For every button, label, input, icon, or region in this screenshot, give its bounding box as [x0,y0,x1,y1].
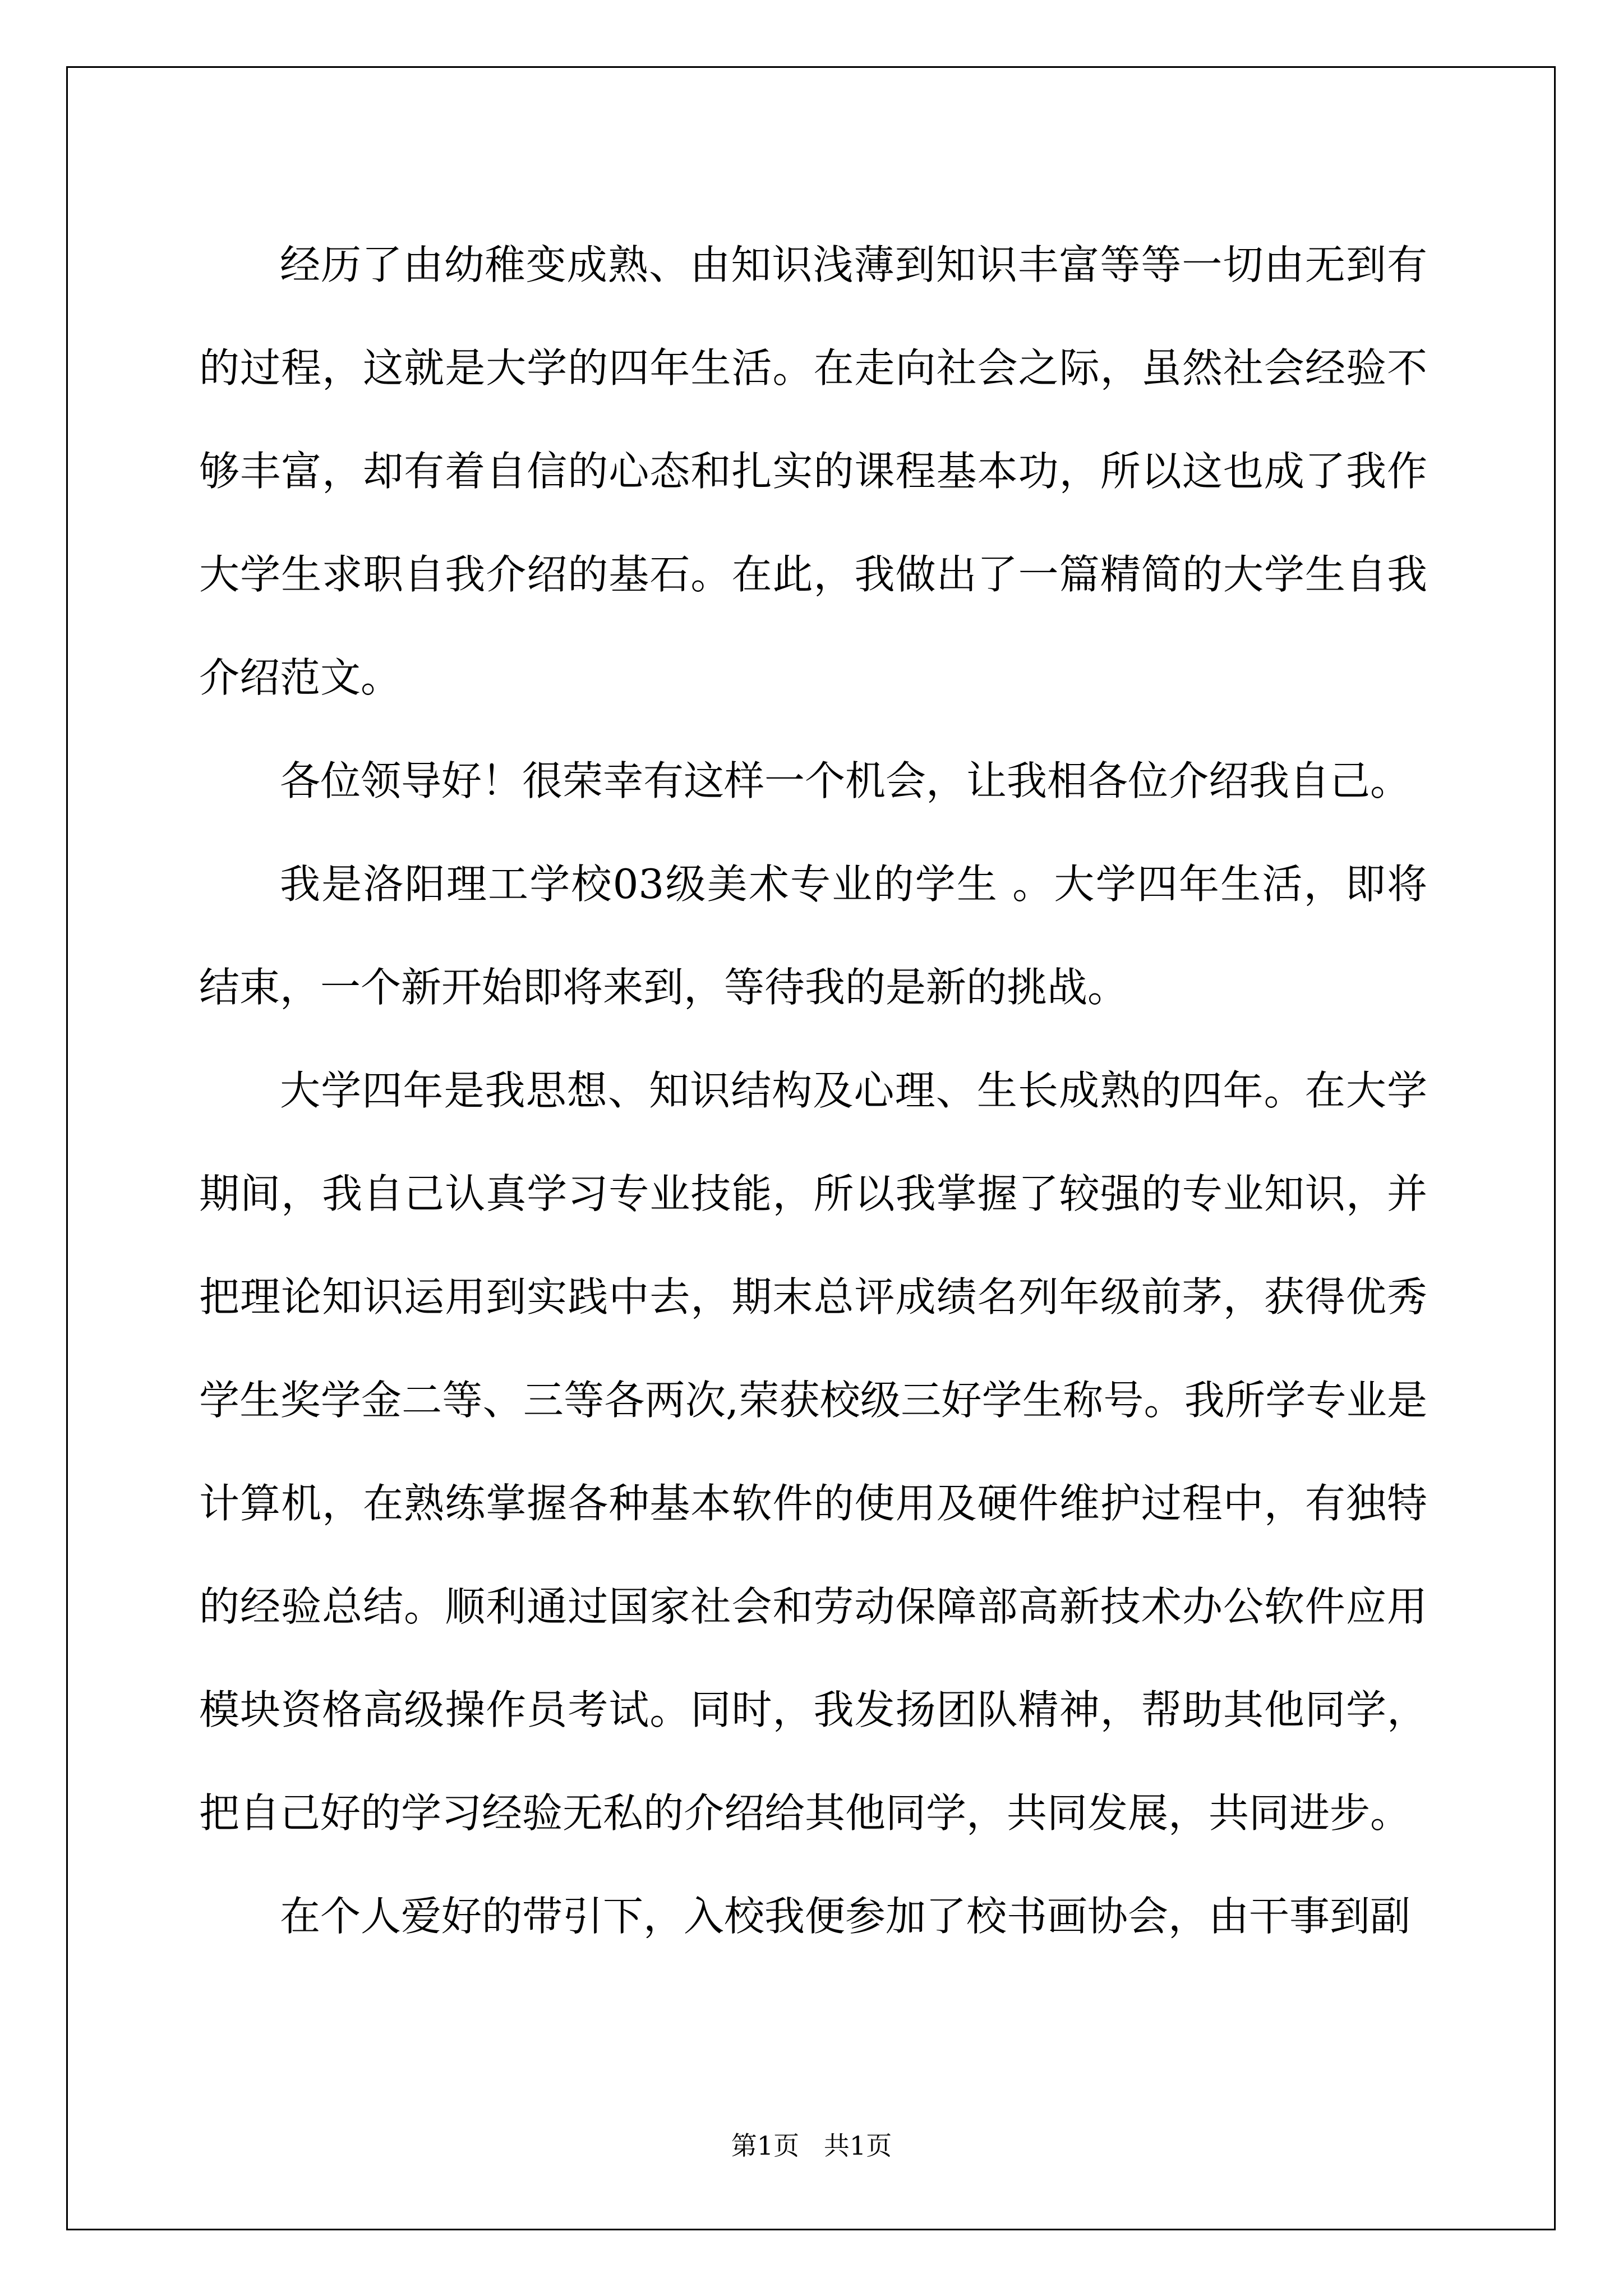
paragraph-1: 经历了由幼稚变成熟、由知识浅薄到知识丰富等等一切由无到有的过程，这就是大学的四年生活。在走向社会之际，虽然社会经验不够丰富，却有着自信的心态和扎实的课程基本功，所以这也成了我作大学生求职自我介绍的基石。在此，我做出了一篇精简的大学生自我介绍范文。 [199,241,1427,701]
paragraph-2: 各位领导好！很荣幸有这样一个机会，让我相各位介绍我自己。 [280,757,1411,804]
page-footer: 第1页 共1页 [731,2131,892,2161]
paragraph-4: 大学四年是我思想、知识结构及心理、生长成熟的四年。在大学期间，我自己认真学习专业技能，所以我掌握了较强的专业知识，并把理论知识运用到实践中去，期末总评成绩名列年级前茅，获得优秀学生奖学金二等、三等各两次,荣获校级三好学生称号。我所学专业是计算机，在熟练掌握各种基本软件的使用及硬件维护过程中，有独特的经验总结。顺利通过国家社会和劳动保障部高新技术办公软件应用模块资格高级操作员考试。同时，我发扬团队精神，帮助其他同学，把自己好的学习经验无私的介绍给其他同学，共同发展，共同进步。 [199,1067,1427,1837]
document-body [199,213,1427,1968]
paragraph-5: 在个人爱好的带引下，入校我便参加了校书画协会，由干事到副 [280,1893,1411,1940]
paragraph-3: 我是洛阳理工学校03级美术专业的学生 。大学四年生活，即将结束，一个新开始即将来到，等待我的是新的挑战。 [199,861,1427,1011]
